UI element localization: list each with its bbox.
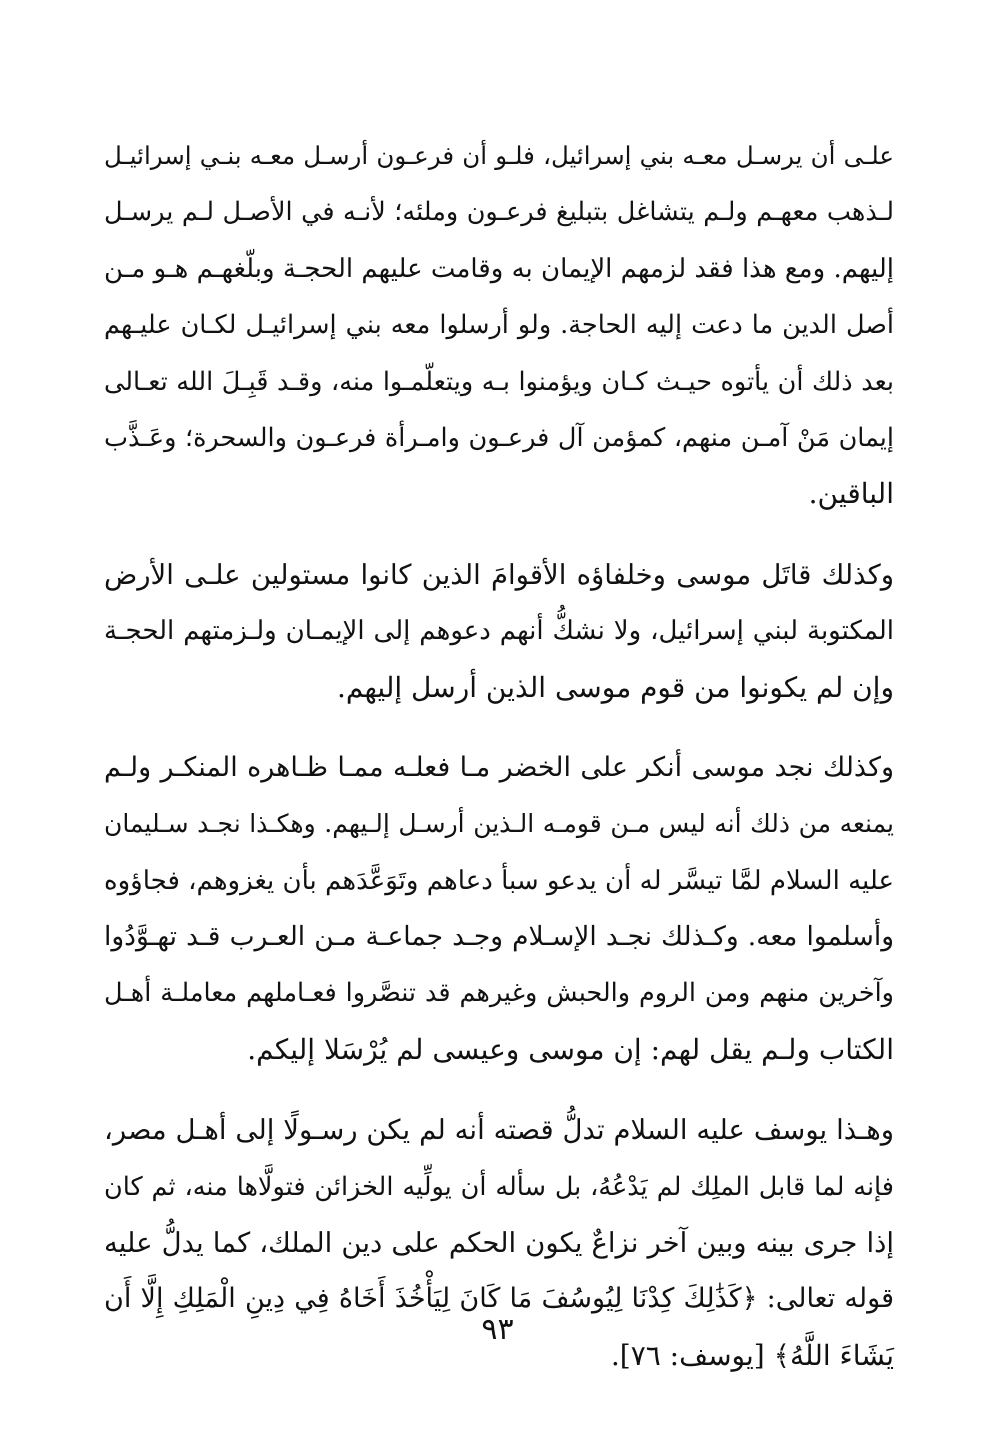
text-line: لـذهب معهـم ولـم يتشاغل بتبليغ فرعـون وملئه؛ لأنـه في الأصـل لـم يرسـل: [104, 197, 894, 228]
paragraph-3: [104, 740, 894, 1078]
quran-verse-line: يَشَاءَ اللَّهُ﴾ [يوسف: ٧٦].: [610, 1338, 894, 1372]
text-line: وأسلموا معه. وكـذلك نجـد الإسـلام وجـد جماعـة مـن العـرب قـد تهـوَّدُوا: [104, 921, 894, 953]
text-line: الكتاب ولـم يقل لهم: إن موسى وعيسى لم يُرْسَلا إليكم.: [247, 1032, 894, 1066]
text-line: إيمان مَنْ آمـن منهم، كمؤمن آل فرعـون وامـرأة فرعـون والسحرة؛ وعَـذَّب: [104, 422, 894, 453]
main-text: [104, 128, 894, 1408]
text-line: المكتوبة لبني إسرائيل، ولا نشكُّ أنهم دعوهم إلى الإيمـان ولـزمتهم الحجـة: [104, 616, 894, 647]
text-line: أصل الدين ما دعت إليه الحاجة. ولو أرسلوا معه بني إسرائيـل لكـان عليـهم: [104, 310, 894, 341]
text-line: وكذلك نجد موسى أنكر على الخضر مـا فعلـه ممـا ظـاهره المنكـر ولـم: [104, 751, 894, 783]
text-line: إليهم. ومع هذا فقد لزمهم الإيمان به وقامت عليهم الحجـة وبلّغهـم هـو مـن: [104, 253, 894, 284]
text-line: إذا جرى بينه وبين آخر نزاعٌ يكون الحكم على دين الملك، كما يدلُّ عليه: [104, 1227, 894, 1260]
text-line: الباقين.: [808, 477, 894, 511]
paragraph-1: [104, 128, 894, 523]
text-line: وآخرين منهم ومن الروم والحبش وغيرهم قد تنصَّروا فعـاملهم معاملـة أهـل: [104, 978, 894, 1009]
text-line: بعد ذلك أن يأتوه حيـث كـان ويؤمنوا بـه ويتعلّمـوا منه، وقـد قَبِـلَ الله تعـالى: [104, 366, 894, 397]
text-line: فإنه لما قابل الملِك لم يَدْعُهُ، بل سأله أن يولِّيه الخزائن فتولَّاها منه، ثم كان: [104, 1171, 894, 1202]
text-line: وإن لم يكونوا من قوم موسى الذين أرسل إليهم.: [336, 670, 894, 704]
text-line: وكذلك قاتَل موسى وخلفاؤه الأقوامَ الذين كانوا مستولين علـى الأرض: [104, 558, 894, 591]
text-line: علـى أن يرسـل معـه بني إسرائيل، فلـو أن فرعـون أرسـل معـه بنـي إسرائيـل: [104, 141, 894, 170]
text-line: يمنعه من ذلك أنه ليس مـن قومـه الـذين أرسـل إلـيهم. وهكـذا نجـد سـليمان: [104, 809, 894, 839]
text-line: وهـذا يوسف عليه السلام تدلُّ قصته أنه لم يكن رسـولًا إلى أهـل مصر،: [104, 1114, 894, 1147]
page-number: ٩٣: [481, 1312, 514, 1347]
paragraph-2: [104, 547, 894, 716]
quran-verse-line: قوله تعالى: ﴿كَذَٰلِكَ كِدْنَا لِيُوسُفَ مَا كَانَ لِيَأْخُذَ أَخَاهُ فِي دِينِ الْمَلِكِ إِلَّا أَن: [104, 1283, 894, 1315]
text-line: عليه السلام لمَّا تيسَّر له أن يدعو سبأ دعاهم وتَوَعَّدَهم بأن يغزوهم، فجاؤوه: [104, 865, 894, 896]
